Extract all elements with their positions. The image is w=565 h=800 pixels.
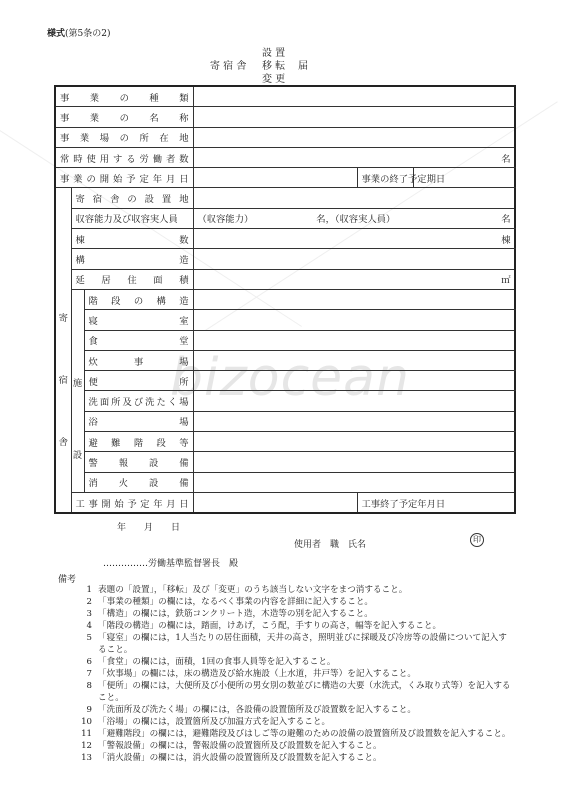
note-number: 5 — [86, 633, 92, 643]
label-washroom: 洗面所及び洗たく場 — [84, 391, 193, 411]
field-fire-extinguish[interactable] — [193, 472, 515, 492]
notes-title: 備考 — [58, 575, 77, 585]
note-text: 「便所」の欄には，大便所及び小便所の男女別の数並びに構造の大要（水洗式，くみ取り式等）を記入すること。 — [98, 681, 511, 703]
row-facility — [55, 371, 515, 391]
unit-buildings: 棟 — [501, 234, 511, 246]
note-item — [72, 752, 512, 764]
label-business-end — [357, 168, 446, 188]
note-text: 「浴場」の欄には，設置箇所及び加温方式を記入すること。 — [98, 717, 331, 727]
capacity-mid: 名，（収容実人員） — [316, 214, 396, 226]
field-floor-area[interactable] — [193, 269, 515, 289]
label-buildings: 棟 数 — [71, 229, 193, 249]
label-dining: 食 堂 — [84, 330, 193, 350]
form-article: (第5条の2) — [65, 29, 111, 39]
note-text: 「食堂」の欄には，面積，1回の食事人員等を記入すること。 — [98, 657, 336, 667]
row-structure — [55, 249, 515, 269]
note-item — [72, 632, 512, 656]
vertical-char: 寄 — [58, 313, 68, 325]
label-toilet: 便 所 — [84, 371, 193, 391]
unit-workers: 名 — [501, 153, 511, 165]
note-number: 6 — [86, 657, 92, 667]
unit-capacity: 名 — [501, 214, 511, 226]
field-business-location[interactable] — [193, 127, 515, 147]
note-text: 「避難階段」の欄には，避難階段及びはしご等の避難のための設備の設置箇所及び設置数を記入すること。 — [98, 729, 511, 739]
note-item — [72, 584, 512, 596]
label-floor-area: 延 居 住 面 積 — [71, 269, 193, 289]
row-facility — [55, 452, 515, 472]
note-text: 「洗面所及び洗たく場」の欄には，各設備の設置箇所及び設置数を記入すること。 — [98, 705, 416, 715]
row-facility — [55, 310, 515, 330]
unit-area: ㎡ — [501, 275, 511, 287]
field-capacity[interactable] — [193, 208, 515, 228]
field-evacuation[interactable] — [193, 432, 515, 452]
label-construction-start: 工事開始予定年月日 — [71, 492, 193, 513]
label-construction-end: 工事終了予定年月日 — [357, 492, 515, 513]
label-business-type: 事 業 の 種 類 — [55, 86, 193, 107]
note-number: 7 — [86, 669, 92, 679]
field-business-start[interactable] — [193, 168, 357, 188]
note-item — [72, 596, 512, 608]
field-structure[interactable] — [193, 249, 515, 269]
note-number: 11 — [81, 729, 92, 739]
note-number: 12 — [81, 741, 92, 751]
field-regular-workers[interactable] — [193, 147, 515, 167]
title-prefix: 寄 宿 舎 — [210, 61, 247, 72]
note-text: 表題の「設置」，「移転」及び「変更」のうち該当しない文字をまつ消すること。 — [98, 585, 408, 595]
field-business-name[interactable] — [193, 107, 515, 127]
note-text: 「構造」の欄には，鉄筋コンクリート造，木造等の別を記入すること。 — [98, 609, 373, 619]
notification-form-table — [54, 85, 516, 514]
label-evacuation: 避 難 階 段 等 — [84, 432, 193, 452]
row-facility — [55, 432, 515, 452]
vertical-char: 施 — [72, 377, 83, 389]
notes-list — [72, 584, 512, 764]
row-floor-area — [55, 269, 515, 289]
watermark-text: bizocean — [170, 348, 410, 408]
field-toilet[interactable] — [193, 371, 515, 391]
field-bedroom[interactable] — [193, 310, 515, 330]
row-business-dates — [55, 168, 515, 188]
field-construction-start[interactable] — [193, 492, 357, 513]
note-text: 「事業の種類」の欄には，なるべく事業の内容を詳細に記入すること。 — [98, 597, 374, 607]
submission-date: 年 月 日 — [117, 523, 181, 533]
note-text: 「階段の構造」の欄には，踏面，けあげ，こう配，手すりの高さ，幅等を記入すること。 — [98, 621, 442, 631]
title-option-change: 変 更 — [262, 74, 286, 85]
seal-mark: 印 — [470, 533, 484, 547]
note-text: 「炊事場」の欄には，床の構造及び給水施設（上水道，井戸等）を記入すること。 — [98, 669, 416, 679]
label-alarm: 警 報 設 備 — [84, 452, 193, 472]
label-business-start: 事業の開始予定年月日 — [55, 168, 193, 188]
note-item — [72, 704, 512, 716]
row-buildings — [55, 229, 515, 249]
field-washroom[interactable] — [193, 391, 515, 411]
note-number: 3 — [86, 609, 92, 619]
label-business-location: 事 業 場 の 所 在 地 — [55, 127, 193, 147]
label-dormitory-vertical — [55, 188, 71, 513]
row-construction-dates — [55, 492, 515, 513]
note-item — [72, 608, 512, 620]
title-option-relocate: 移 転 — [262, 61, 286, 72]
row-facility — [55, 472, 515, 492]
field-stairs[interactable] — [193, 289, 515, 309]
label-kitchen: 炊 事 場 — [84, 350, 193, 370]
row-dorm-location — [55, 188, 515, 208]
row-capacity — [55, 208, 515, 228]
note-item — [72, 668, 512, 680]
field-dining[interactable] — [193, 330, 515, 350]
row-facility — [55, 289, 515, 309]
note-number: 2 — [86, 597, 92, 607]
note-text: 「警報設備」の欄には，警報設備の設置箇所及び設置数を記入すること。 — [98, 741, 382, 751]
vertical-char: 舎 — [58, 437, 68, 449]
label-stairs: 階 段 の 構 造 — [84, 289, 193, 309]
addressee: ……………労働基準監督署長 殿 — [103, 559, 239, 569]
note-number: 1 — [86, 585, 92, 595]
title-suffix: 届 — [298, 61, 308, 72]
capacity-label: （収容能力） — [197, 214, 254, 226]
row-facility — [55, 391, 515, 411]
employer-name-label: 使用者 職 氏名 — [294, 540, 367, 550]
row-facility — [55, 330, 515, 350]
field-dorm-location[interactable] — [193, 188, 515, 208]
field-business-type[interactable] — [193, 86, 515, 107]
row-facility — [55, 350, 515, 370]
note-item — [72, 656, 512, 668]
note-number: 13 — [81, 753, 92, 763]
note-item — [72, 728, 512, 740]
vertical-char: 設 — [72, 449, 83, 461]
note-number: 9 — [86, 705, 92, 715]
note-number: 10 — [81, 717, 92, 727]
field-alarm[interactable] — [193, 452, 515, 472]
label-capacity: 収容能力及び収容実人員 — [71, 208, 193, 228]
label-facility-vertical — [71, 289, 84, 492]
form-label: 様式 — [47, 29, 66, 39]
note-number: 8 — [86, 681, 92, 691]
row-business-type — [55, 86, 515, 107]
label-structure: 構 造 — [71, 249, 193, 269]
title-option-install: 設 置 — [262, 48, 286, 59]
label-business-name: 事 業 の 名 称 — [55, 107, 193, 127]
note-number: 4 — [86, 621, 92, 631]
note-item — [72, 680, 512, 704]
note-item — [72, 716, 512, 728]
label-dorm-location: 寄 宿 舎 の 設 置 地 — [71, 188, 193, 208]
label-regular-workers: 常時使用する労働者数 — [55, 147, 193, 167]
note-text: 「寝室」の欄には，1人当たりの居住面積，天井の高さ，照明並びに採暖及び冷房等の設備について記入すること。 — [98, 633, 507, 655]
label-business-end-text: 事業の終了予定期日 — [361, 173, 446, 185]
label-bath: 浴 場 — [84, 411, 193, 431]
row-regular-workers — [55, 147, 515, 167]
field-kitchen[interactable] — [193, 350, 515, 370]
label-fire-extinguish: 消 火 設 備 — [84, 472, 193, 492]
note-item — [72, 620, 512, 632]
note-item — [72, 740, 512, 752]
row-business-name — [55, 107, 515, 127]
vertical-char: 宿 — [58, 375, 68, 387]
label-bedroom: 寝 室 — [84, 310, 193, 330]
field-bath[interactable] — [193, 411, 515, 431]
form-reference — [47, 26, 111, 39]
note-text: 「消火設備」の欄には，消火設備の設置箇所及び設置数を記入すること。 — [98, 753, 382, 763]
row-facility — [55, 411, 515, 431]
row-business-location — [55, 127, 515, 147]
field-buildings[interactable] — [193, 229, 515, 249]
